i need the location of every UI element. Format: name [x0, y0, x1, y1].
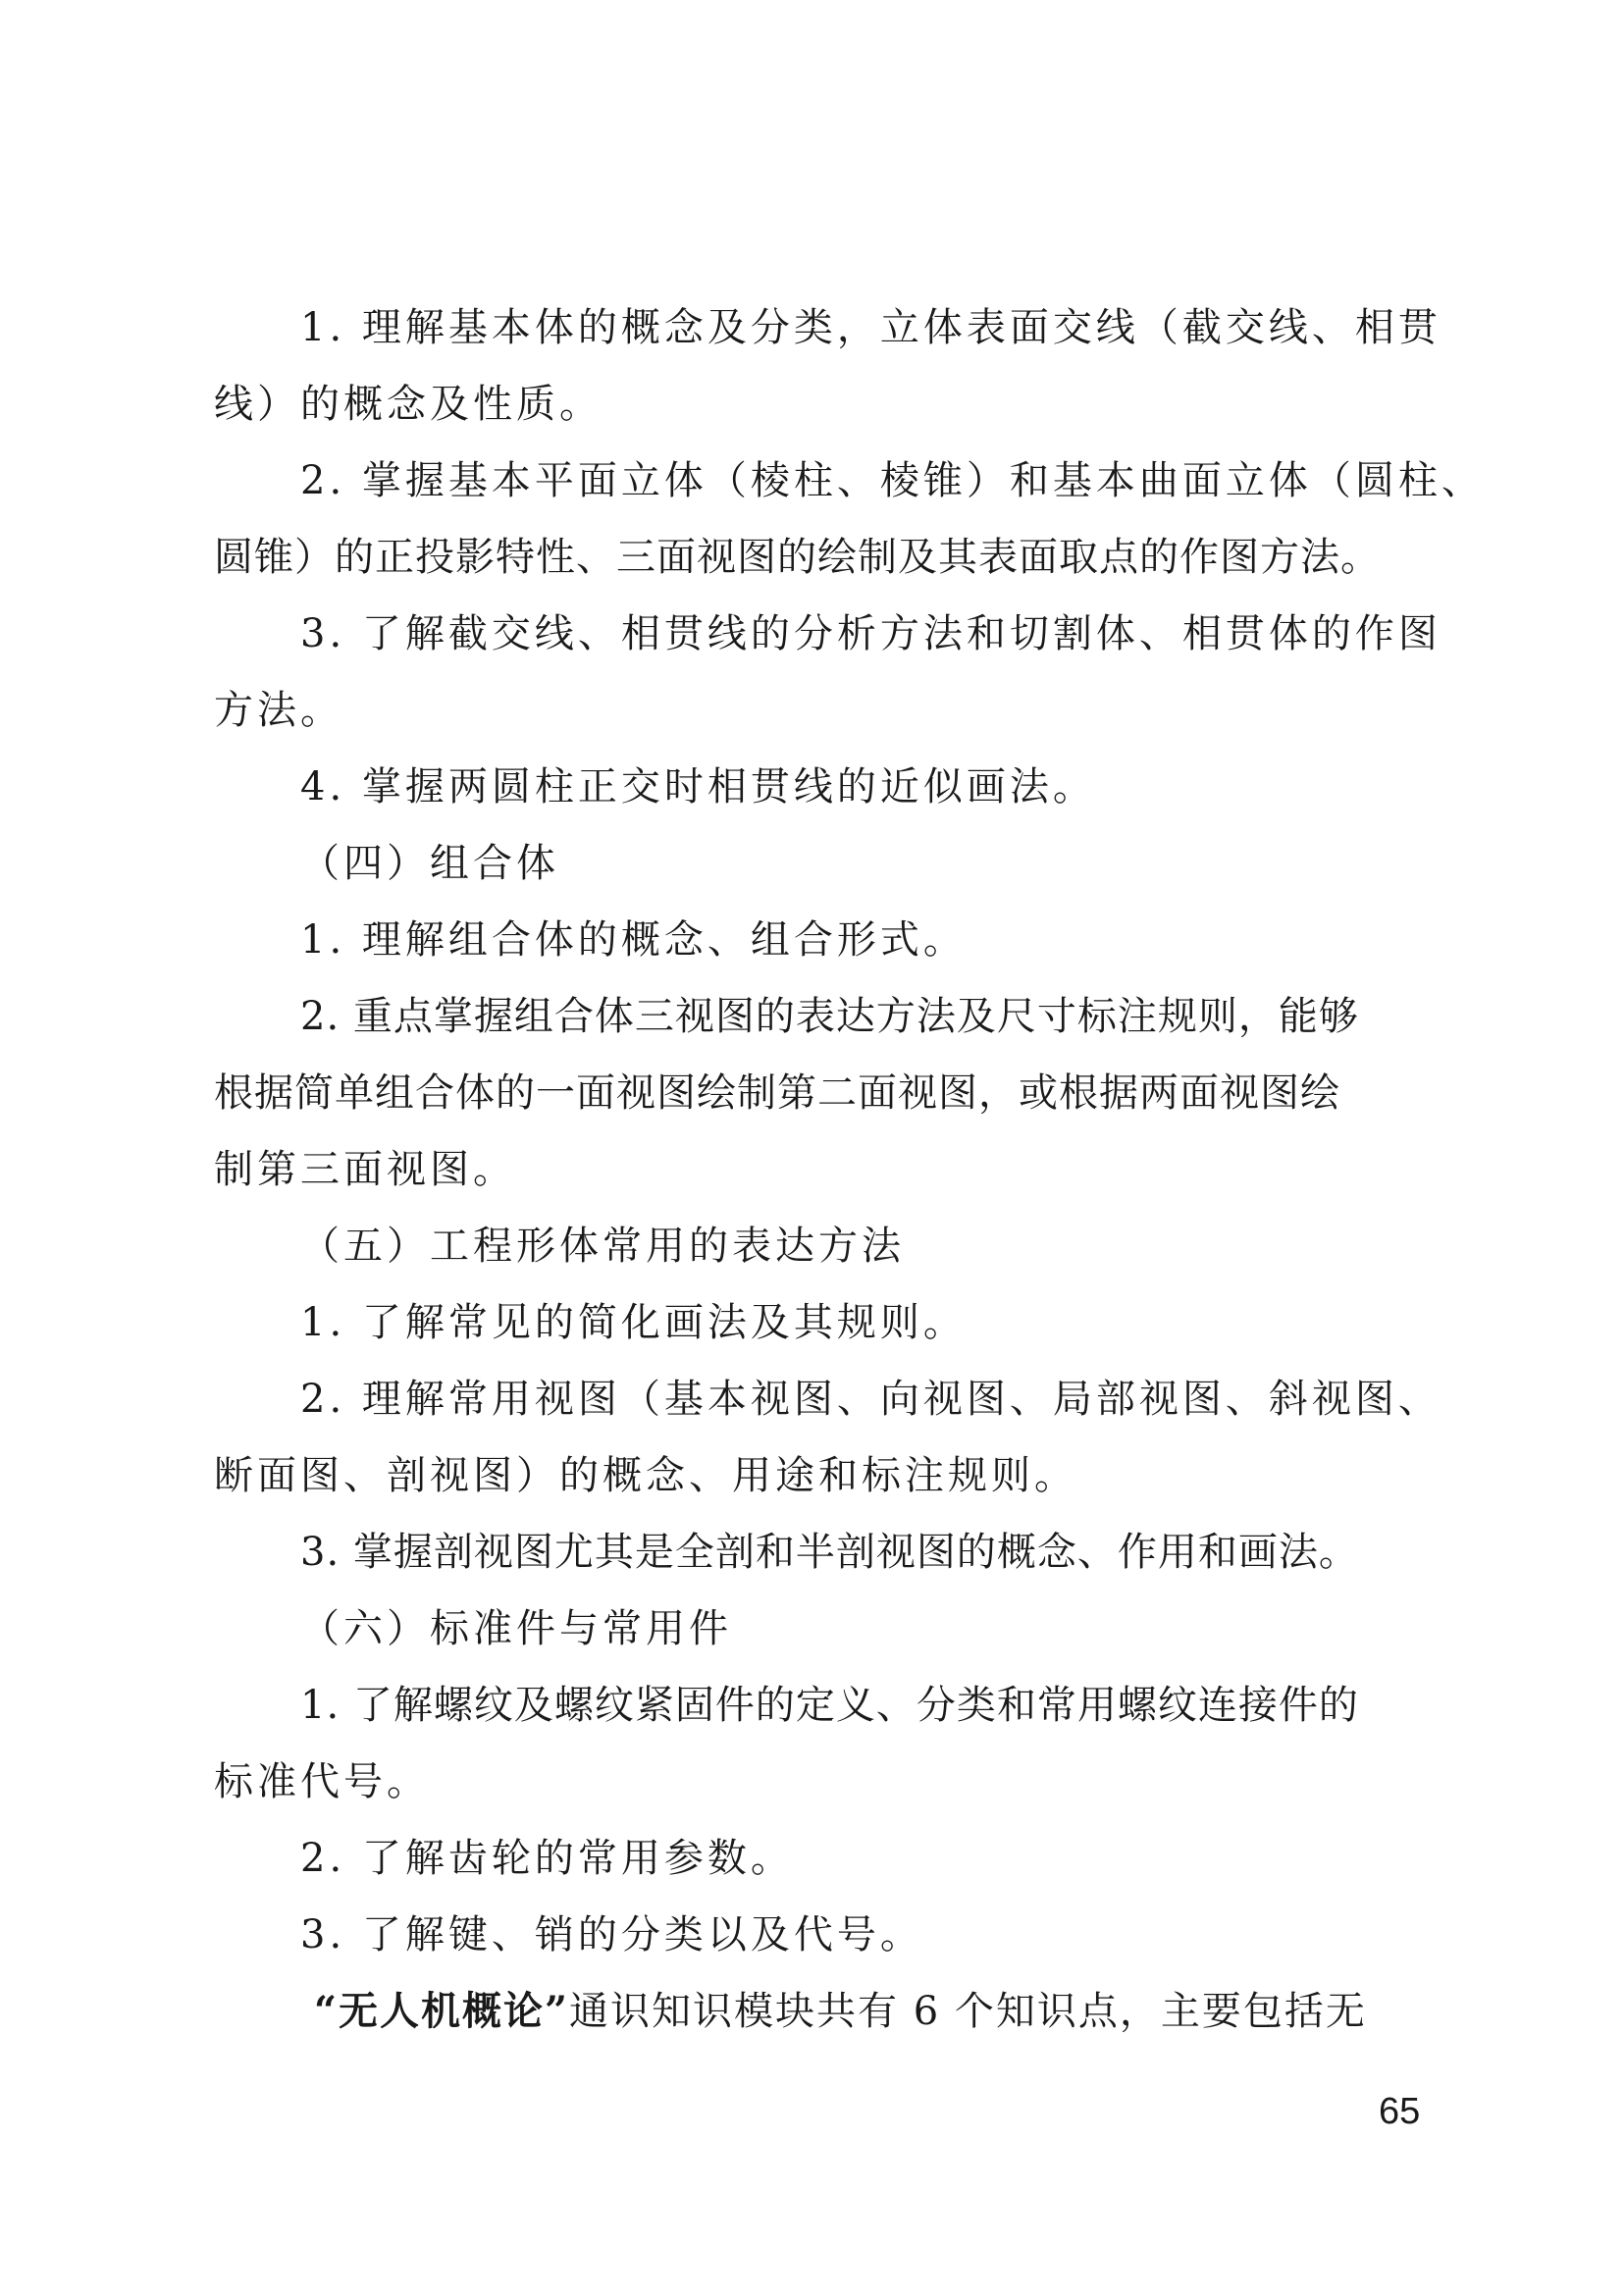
text-line — [0, 1066, 1624, 1121]
text-line — [0, 836, 1624, 891]
text-line — [0, 1678, 1624, 1733]
text-line — [0, 606, 1624, 661]
text-line — [0, 1142, 1624, 1197]
text-line — [0, 1754, 1624, 1809]
section-heading: （五）工程形体常用的表达方法 — [300, 1224, 905, 1269]
paragraph-text: 2. 重点掌握组合体三视图的表达方法及尺寸标注规则，能够 — [300, 994, 1359, 1039]
paragraph-text: 1. 了解常见的简化画法及其规则。 — [300, 1300, 967, 1345]
page-number: 65 — [1379, 2091, 1421, 2132]
text-line — [0, 989, 1624, 1044]
module-title: “无人机概论” — [314, 1988, 570, 2034]
text-line — [0, 1219, 1624, 1274]
text-line — [0, 377, 1624, 432]
paragraph-text: 3. 了解截交线、相贯线的分析方法和切割体、相贯体的作图 — [300, 611, 1441, 656]
paragraph-text: 4. 掌握两圆柱正交时相贯线的近似画法。 — [300, 764, 1096, 809]
paragraph-text: 圆锥）的正投影特性、三面视图的绘制及其表面取点的作图方法。 — [214, 535, 1381, 580]
paragraph-text: 断面图、剖视图）的概念、用途和标注规则。 — [214, 1453, 1077, 1498]
paragraph-text: 2. 掌握基本平面立体（棱柱、棱锥）和基本曲面立体（圆柱、 — [300, 458, 1485, 503]
text-line — [0, 1907, 1624, 1962]
paragraph-text: 方法。 — [214, 688, 343, 733]
text-line — [0, 1525, 1624, 1580]
text-line — [0, 530, 1624, 585]
paragraph-text: 根据简单组合体的一面视图绘制第二面视图，或根据两面视图绘 — [214, 1070, 1340, 1116]
text-line — [0, 1984, 1624, 2039]
section-heading: （四）组合体 — [300, 841, 559, 886]
paragraph-text — [314, 1984, 1367, 2039]
text-line — [0, 1601, 1624, 1656]
paragraph-text: 2. 了解齿轮的常用参数。 — [300, 1836, 794, 1881]
text-line — [0, 300, 1624, 355]
text-line — [0, 453, 1624, 508]
paragraph-text: 1. 了解螺纹及螺纹紧固件的定义、分类和常用螺纹连接件的 — [300, 1683, 1359, 1728]
paragraph-text: 3. 掌握剖视图尤其是全剖和半剖视图的概念、作用和画法。 — [300, 1530, 1359, 1575]
text-line — [0, 1372, 1624, 1427]
section-heading: （六）标准件与常用件 — [300, 1606, 732, 1651]
paragraph-text: 1. 理解基本体的概念及分类，立体表面交线（截交线、相贯 — [300, 305, 1441, 350]
text-line — [0, 683, 1624, 738]
text-line — [0, 1448, 1624, 1503]
text-line — [0, 913, 1624, 967]
paragraph-text: 3. 了解键、销的分类以及代号。 — [300, 1912, 923, 1957]
paragraph-text: 2. 理解常用视图（基本视图、向视图、局部视图、斜视图、 — [300, 1377, 1441, 1422]
text-line — [0, 1295, 1624, 1350]
paragraph-text-rest: 通识知识模块共有 6 个知识点，主要包括无 — [569, 1989, 1367, 2034]
text-line — [0, 1831, 1624, 1886]
paragraph-text: 1. 理解组合体的概念、组合形式。 — [300, 917, 967, 963]
paragraph-text: 标准代号。 — [214, 1759, 430, 1804]
paragraph-text: 制第三面视图。 — [214, 1147, 516, 1192]
text-line — [0, 759, 1624, 814]
paragraph-text: 线）的概念及性质。 — [214, 382, 602, 427]
